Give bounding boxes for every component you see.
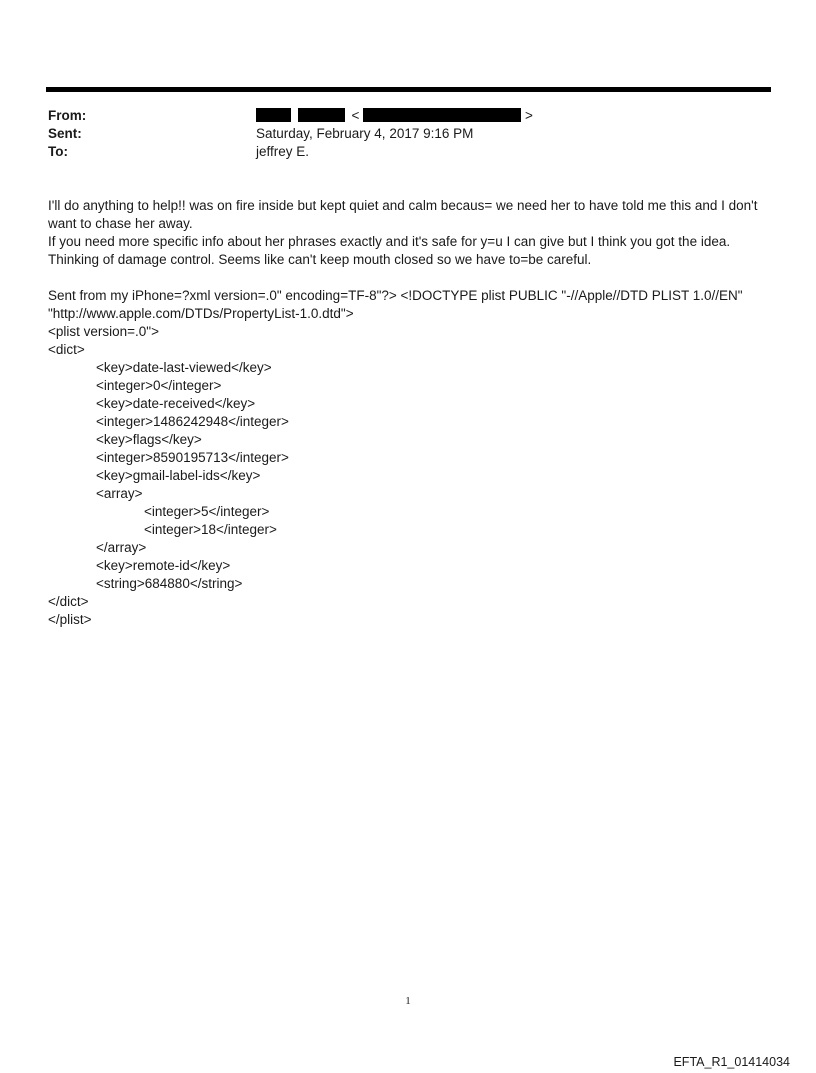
sent-value: Saturday, February 4, 2017 9:16 PM xyxy=(256,126,474,141)
dict-entry: <key>remote-id</key> xyxy=(96,558,231,573)
redaction-block xyxy=(298,108,345,122)
body-line: Thinking of damage control. Seems like can't keep mouth closed so we have to=be careful. xyxy=(48,252,592,267)
body-line: If you need more specific info about her phrases exactly and it's safe for y=u I can give but I think you got the idea. xyxy=(48,234,731,249)
from-angle-close: > xyxy=(524,108,533,123)
bates-number: EFTA_R1_01414034 xyxy=(673,1055,790,1069)
body-line: I'll do anything to help!! was on fire inside but kept quiet and calm becaus= we need her to have told me this and I don't want to chase her away. xyxy=(48,198,758,231)
dict-entry: <key>gmail-label-ids</key> xyxy=(96,468,261,483)
dict-entry: <key>flags</key> xyxy=(96,432,202,447)
from-angle-open: < xyxy=(351,108,360,123)
email-header xyxy=(48,107,768,163)
from-value xyxy=(256,107,533,125)
redaction-block xyxy=(363,108,521,122)
dict-entry: <array> xyxy=(96,486,143,501)
sent-label: Sent: xyxy=(48,126,82,141)
from-label: From: xyxy=(48,108,87,123)
header-rule xyxy=(46,87,771,92)
array-entry: <integer>5</integer> xyxy=(144,504,270,519)
array-close: </array> xyxy=(96,540,147,555)
signature-line: Sent from my iPhone=?xml version=.0" encoding=TF-8"?> <!DOCTYPE plist PUBLIC "-//Apple//DTD PLIST 1.0//EN" "http://www.apple.com/DTDs/PropertyList-1.0.dtd"> xyxy=(48,288,743,321)
dict-entry: <integer>0</integer> xyxy=(96,378,222,393)
dict-entry: <integer>8590195713</integer> xyxy=(96,450,289,465)
plist-open: <plist version=.0"> xyxy=(48,324,159,339)
spacer xyxy=(48,269,778,287)
dict-entry: <string>684880</string> xyxy=(96,576,243,591)
to-value: jeffrey E. xyxy=(256,144,310,159)
dict-entry: <integer>1486242948</integer> xyxy=(96,414,289,429)
dict-close: </dict> xyxy=(48,594,89,609)
redaction-block xyxy=(256,108,291,122)
plist-close: </plist> xyxy=(48,612,92,627)
page-number: 1 xyxy=(405,995,411,1007)
dict-open: <dict> xyxy=(48,342,85,357)
array-entry: <integer>18</integer> xyxy=(144,522,277,537)
to-label: To: xyxy=(48,144,68,159)
dict-entry: <key>date-last-viewed</key> xyxy=(96,360,272,375)
message-body xyxy=(48,197,778,629)
dict-entry: <key>date-received</key> xyxy=(96,396,256,411)
